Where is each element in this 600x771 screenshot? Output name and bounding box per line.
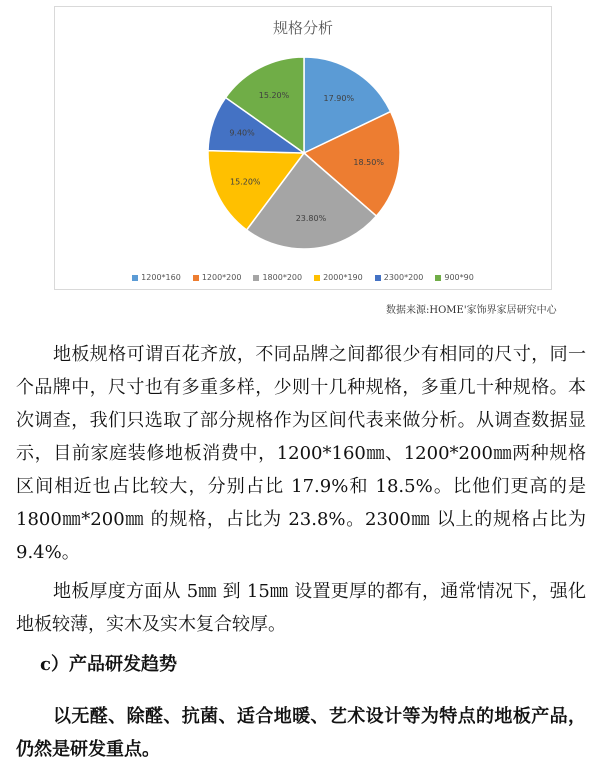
legend-item-4 bbox=[314, 273, 363, 282]
pie-svg bbox=[55, 7, 553, 291]
data-source: 数据来源:HOME'家饰界家居研究中心 bbox=[386, 305, 557, 316]
legend-label: 1200*160 bbox=[141, 273, 181, 282]
legend-swatch bbox=[375, 275, 381, 281]
pie-label-5: 9.40% bbox=[229, 128, 255, 138]
legend-swatch bbox=[435, 275, 441, 281]
chart-legend bbox=[55, 273, 551, 282]
legend-label: 2300*200 bbox=[383, 273, 424, 282]
legend-label: 900*90 bbox=[444, 273, 474, 282]
legend-label: 2000*190 bbox=[323, 273, 363, 282]
pie-label-3: 23.80% bbox=[295, 213, 327, 223]
pie-label-4: 15.20% bbox=[230, 177, 261, 187]
legend-label: 1200*200 bbox=[201, 273, 242, 282]
paragraph-thickness: 地板厚度方面从 5㎜ 到 15㎜ 设置更厚的都有，通常情况下，强化地板较薄，实木及实木复合较厚。 bbox=[16, 581, 586, 635]
chart-title: 规格分析 bbox=[272, 19, 333, 37]
section-heading: c）产品研发趋势 bbox=[40, 654, 177, 675]
legend-swatch bbox=[132, 275, 138, 281]
legend-item-2 bbox=[193, 273, 242, 282]
paragraph-spec: 地板规格可谓百花齐放，不同品牌之间都很少有相同的尺寸，同一个品牌中，尺寸也有多重多样，少则十几种规格，多重几十种规格。本次调查，我们只选取了部分规格作为区间代表来做分析。从调查数据显示，目前家庭装修地板消费中，1200*160㎜、1200*200㎜两种规格区间相近也占比较大，分别占比 17.9%和 18.5%。比他们更高的是 1800㎜*200㎜ 的规格，占比为 23.8%。2300㎜ 以上的规格占比为 9.4%。 bbox=[16, 344, 586, 563]
legend-item-6 bbox=[435, 273, 473, 282]
legend-item-5 bbox=[375, 273, 424, 282]
legend-item-1 bbox=[132, 273, 181, 282]
pie-label-6: 15.20% bbox=[258, 91, 290, 101]
legend-label: 1800*200 bbox=[262, 273, 303, 282]
legend-swatch bbox=[253, 275, 259, 281]
pie-label-2: 18.50% bbox=[353, 157, 384, 167]
legend-item-3 bbox=[253, 273, 302, 282]
legend-swatch bbox=[193, 275, 199, 281]
pie-label-1: 17.90% bbox=[323, 93, 355, 103]
paragraph-trend: 以无醛、除醛、抗菌、适合地暖、艺术设计等为特点的地板产品，仍然是研发重点。 bbox=[16, 706, 586, 760]
legend-swatch bbox=[314, 275, 320, 281]
pie-chart bbox=[54, 6, 552, 290]
